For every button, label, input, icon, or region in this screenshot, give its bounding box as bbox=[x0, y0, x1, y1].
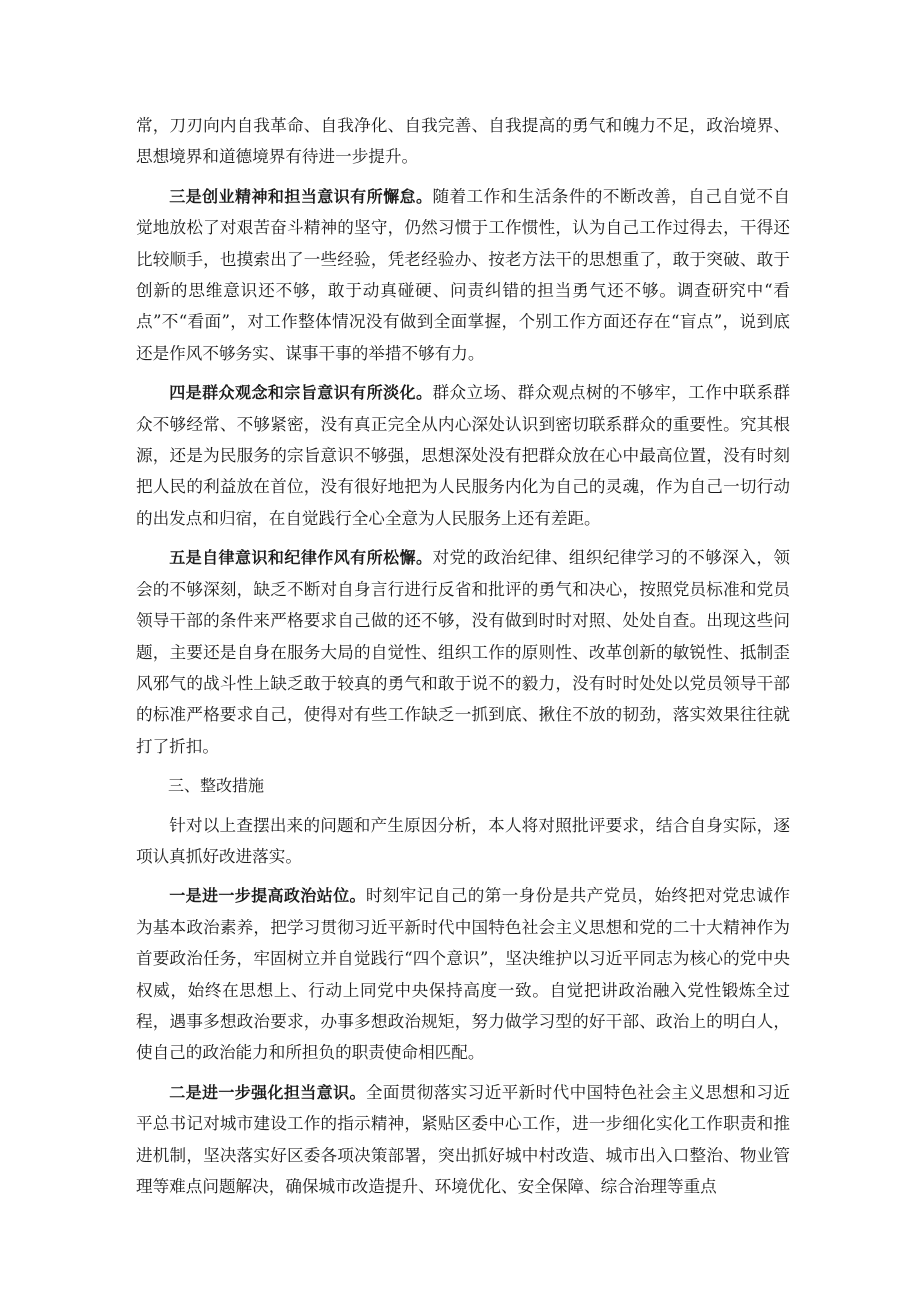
paragraph-rectification-intro bbox=[136, 810, 790, 873]
paragraph-lead: 五是自律意识和纪律作风有所松懈。 bbox=[169, 548, 433, 568]
paragraph-text: 随着工作和生活条件的不断改善，自己自觉不自觉地放松了对艰苦奋斗精神的坚守，仍然习惯于工作惯性，认为自己工作过得去，干得还比较顺手，也摸索出了一些经验，凭老经验办、按老方法干的思想重了，敢于突破、敢于创新的思维意识还不够，敢于动真碰硬、问责纠错的担当勇气还不够。调查研究中“看点”不“看面”，对工作整体情况没有做到全面掌握，个别工作方面还存在“盲点”，说到底还是作风不够务实、谋事干事的举措不够有力。 bbox=[136, 186, 790, 363]
paragraph-political-stance bbox=[136, 880, 790, 1068]
paragraph-responsibility bbox=[136, 1077, 790, 1203]
paragraph-text: 常，刀刃向内自我革命、自我净化、自我完善、自我提高的勇气和魄力不足，政治境界、思想境界和道德境界有待进一步提升。 bbox=[136, 116, 790, 167]
paragraph-text: 群众立场、群众观点树的不够牢，工作中联系群众不够经常、不够紧密，没有真正完全从内心深处认识到密切联系群众的重要性。究其根源，还是为民服务的宗旨意识不够强，思想深处没有把群众放在心中最高位置，没有时刻把人民的利益放在首位，没有很好地把为人民服务内化为自己的灵魂，作为自己一切行动的出发点和归宿，在自觉践行全心全意为人民服务上还有差距。 bbox=[136, 383, 790, 528]
paragraph-lead: 三是创业精神和担当意识有所懈怠。 bbox=[169, 186, 433, 206]
paragraph-entrepreneurial-spirit bbox=[136, 181, 790, 369]
paragraph-text: 针对以上查摆出来的问题和产生原因分析，本人将对照批评要求，结合自身实际，逐项认真抓好改进落实。 bbox=[136, 815, 790, 866]
paragraph-text: 对党的政治纪律、组织纪律学习的不够深入，领会的不够深刻，缺乏不断对自身言行进行反省和批评的勇气和决心，按照党员标准和党员领导干部的条件来严格要求自己做的还不够，没有做到时时对照、处处自查。出现这些问题，主要还是自身在服务大局的自觉性、组织工作的原则性、改革创新的敏锐性、抵制歪风邪气的战斗性上缺乏敢于较真的勇气和敢于说不的毅力，没有时时处处以党员领导干部的标准严格要求自己，使得对有些工作缺乏一抓到底、揪住不放的韧劲，落实效果往往就打了折扣。 bbox=[136, 548, 790, 756]
document-page bbox=[136, 110, 790, 1210]
paragraph-lead: 一是进一步提高政治站位。 bbox=[169, 886, 366, 906]
paragraph-mass-concept bbox=[136, 377, 790, 534]
section-heading-rectification: 三、整改措施 bbox=[168, 776, 265, 796]
paragraph-lead: 四是群众观念和宗旨意识有所淡化。 bbox=[169, 383, 433, 403]
paragraph-lead: 二是进一步强化担当意识。 bbox=[169, 1082, 366, 1102]
paragraph-text: 时刻牢记自己的第一身份是共产党员，始终把对党忠诚作为基本政治素养，把学习贯彻习近平新时代中国特色社会主义思想和党的二十大精神作为首要政治任务，牢固树立并自觉践行“四个意识”，坚决维护以习近平同志为核心的党中央权威，始终在思想上、行动上同党中央保持高度一致。自觉把讲政治融入党性锻炼全过程，遇事多想政治要求，办事多想政治规矩，努力做学习型的好干部、政治上的明白人，使自己的政治能力和所担负的职责使命相匹配。 bbox=[136, 886, 790, 1063]
paragraph-text: 全面贯彻落实习近平新时代中国特色社会主义思想和习近平总书记对城市建设工作的指示精神，紧贴区委中心工作，进一步细化实化工作职责和推进机制，坚决落实好区委各项决策部署，突出抓好城中村改造、城市出入口整治、物业管理等难点问题解决，确保城市改造提升、环境优化、安全保障、综合治理等重点 bbox=[136, 1082, 790, 1196]
paragraph-continuation bbox=[136, 110, 790, 173]
paragraph-self-discipline bbox=[136, 542, 790, 762]
